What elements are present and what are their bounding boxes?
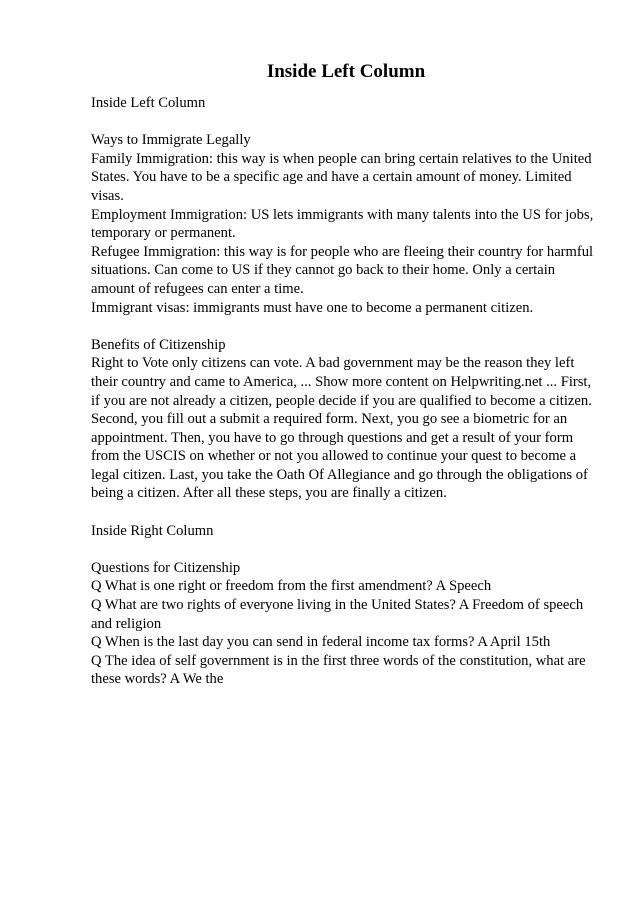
text-paragraph: Q What are two rights of everyone living in the United States? A Freedom of speech and religion — [91, 597, 584, 632]
text-paragraph: Ways to Immigrate Legally — [91, 132, 251, 149]
text-paragraph: Q The idea of self government is in the first three words of the constitution, what are these words? A We the — [91, 652, 586, 688]
paragraph-gap — [91, 503, 601, 522]
paragraph-gap — [91, 113, 601, 132]
document-title: Inside Left Column — [266, 61, 426, 82]
text-paragraph: Refugee Immigration: this way is for people who are fleeing their country for harmful situations. Can come to US if they cannot go back to their home. Only a certain amount of refugees can enter a time. — [91, 243, 594, 297]
text-paragraph: Inside Left Column — [91, 95, 206, 111]
text-paragraph: Q When is the last day you can send in federal income tax forms? A April 15th — [91, 634, 551, 651]
text-paragraph: Family Immigration: this way is when people can bring certain relatives to the United States. You have to be a specific age and have a certain amount of money. Limited visas. — [91, 150, 592, 204]
text-paragraph: Questions for Citizenship — [91, 559, 241, 576]
text-paragraph: Inside Right Column — [91, 522, 214, 539]
text-paragraph: Employment Immigration: US lets immigrants with many talents into the US for jobs, temporary or permanent. — [91, 206, 594, 242]
text-paragraph: Immigrant visas: immigrants must have one to become a permanent citizen. — [91, 299, 534, 316]
document-page — [91, 58, 601, 689]
paragraph-gap — [91, 317, 601, 336]
text-paragraph: Q What is one right or freedom from the first amendment? A Speech — [91, 578, 492, 595]
text-paragraph: Benefits of Citizenship — [91, 336, 226, 353]
text-paragraph: Right to Vote only citizens can vote. A bad government may be the reason they left their country and came to America, ... Show more content on Helpwriting.net ... First, if you are not already a citizen, people decide if you are qualified to become a citizen. Second, you fill out a submit a required form. Next, you go see a biometric for an appointment. Then, you have to go through questions and get a result of your form from the USCIS on whether or not you allowed to continue your quest to become a legal citizen. Last, you take the Oath Of Allegiance and go through the obligations of being a citizen. After all these steps, you are finally a citizen. — [91, 355, 592, 502]
paragraph-gap — [91, 540, 601, 559]
document-body — [91, 94, 601, 689]
